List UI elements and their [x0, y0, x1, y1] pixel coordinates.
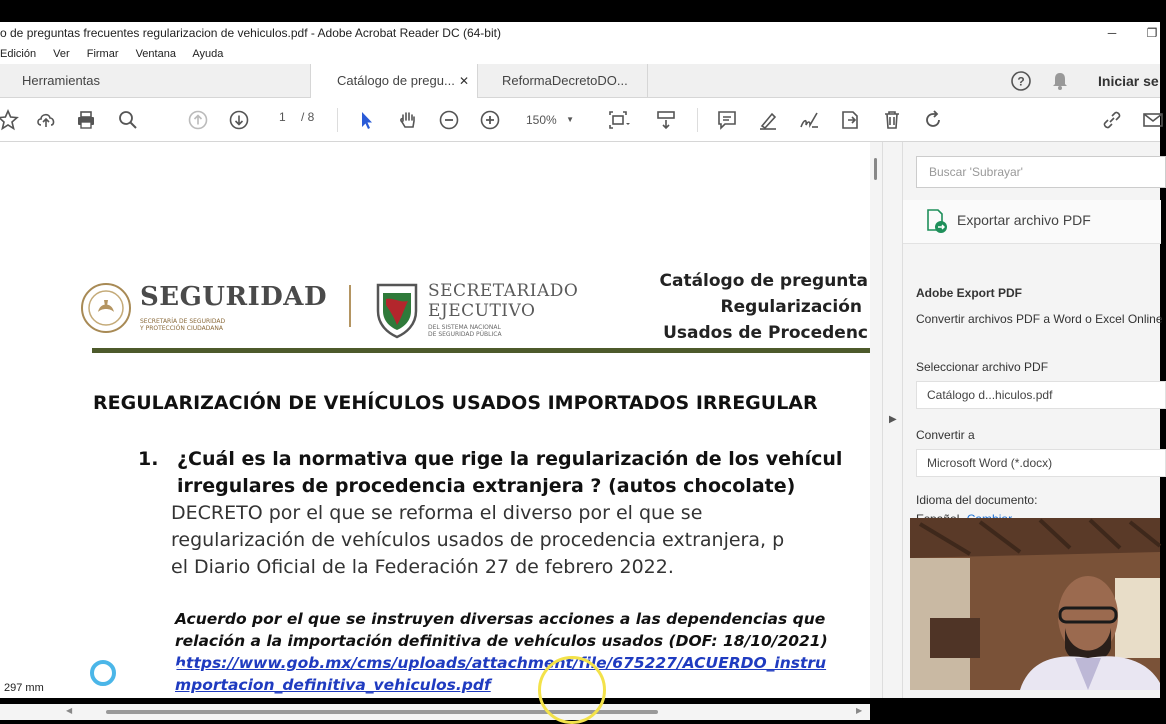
fit-page-icon[interactable]	[604, 106, 632, 134]
screencast-watermark	[0, 640, 42, 651]
collapse-pane-handle[interactable]	[882, 142, 902, 698]
screencast-logo	[0, 660, 187, 686]
menu-ayuda[interactable]: Ayuda	[192, 48, 224, 60]
page-number-input[interactable]: 1	[279, 110, 286, 124]
watermark-line-3: MATIC	[126, 661, 187, 682]
tab-catalogo-label: Catálogo de pregu...	[337, 73, 455, 88]
header-rule	[92, 348, 870, 353]
cursor-highlight	[538, 656, 606, 724]
tab-bar	[0, 64, 1160, 98]
next-page-icon[interactable]	[225, 106, 253, 134]
webcam-video	[910, 518, 1160, 690]
main-toolbar	[0, 98, 1160, 142]
vertical-scroll-thumb[interactable]	[874, 158, 877, 180]
export-pdf-label: Exportar archivo PDF	[957, 212, 1091, 228]
minimize-icon[interactable]: ─	[1107, 26, 1117, 40]
secretariado-logo-text	[428, 281, 578, 321]
language-label: Idioma del documento:	[916, 493, 1038, 507]
toolbar-divider	[697, 108, 698, 132]
maximize-icon[interactable]: ❐	[1146, 26, 1158, 40]
answer-line-2: regularización de vehículos usados de procedencia extranjera, p	[171, 529, 785, 551]
horizontal-scrollbar[interactable]	[0, 704, 870, 720]
trash-icon[interactable]	[878, 106, 906, 134]
menu-firmar[interactable]: Firmar	[86, 48, 119, 60]
header-line-1: Catálogo de pregunta	[659, 271, 868, 291]
menu-bar	[0, 44, 1160, 64]
acuerdo-paragraph	[175, 608, 828, 696]
format-dropdown[interactable]: Microsoft Word (*.docx)	[916, 449, 1166, 477]
bell-icon[interactable]	[1050, 64, 1070, 98]
scroll-left-icon[interactable]: ◀	[66, 706, 73, 715]
acuerdo-line-2: relación a la importación definitiva de vehículos usados (DOF: 18/10/2021)	[175, 632, 828, 650]
secretariado-sub-line-1: DEL SISTEMA NACIONAL	[428, 324, 501, 331]
sign-in-link[interactable]: Iniciar se	[1098, 73, 1159, 89]
rotate-icon[interactable]	[919, 106, 947, 134]
convert-description: Convertir archivos PDF a Word o Excel Online	[916, 312, 1163, 326]
tab-reforma-decreto[interactable]: ReformaDecretoDO...	[478, 64, 648, 98]
logo-divider	[349, 285, 351, 327]
watermark-line-1: ED WITH	[0, 640, 43, 651]
selected-file-dropdown[interactable]: Catálogo d...hiculos.pdf	[916, 381, 1166, 409]
hand-tool-icon[interactable]	[394, 106, 422, 134]
seguridad-logo-subtitle	[140, 318, 225, 332]
menu-edicion[interactable]: Edición	[0, 48, 37, 60]
comment-icon[interactable]	[713, 106, 741, 134]
menu-ver[interactable]: Ver	[53, 48, 70, 60]
help-icon[interactable]	[1010, 64, 1032, 98]
select-file-label: Seleccionar archivo PDF	[916, 360, 1049, 374]
header-line-2: Regularización	[720, 297, 862, 317]
question-number: 1.	[138, 448, 159, 470]
link-icon[interactable]	[1098, 106, 1126, 134]
mexico-seal-icon	[80, 282, 132, 334]
title-bar	[0, 22, 1160, 44]
chevron-right-icon: ▶	[889, 414, 897, 425]
highlight-pen-icon[interactable]	[754, 106, 782, 134]
watermark-line-2: ENCAST	[0, 661, 81, 682]
secretariado-line-1: SECRETARIADO	[428, 281, 579, 301]
page-total: / 8	[301, 110, 315, 124]
acuerdo-link-line-2[interactable]: mportacion_definitiva_vehiculos.pdf	[175, 676, 491, 694]
star-icon[interactable]	[0, 106, 22, 134]
section-heading: REGULARIZACIÓN DE VEHÍCULOS USADOS IMPORTADOS IRREGULAR	[93, 392, 818, 414]
pdf-page	[0, 142, 870, 698]
share-edit-icon[interactable]	[836, 106, 864, 134]
screencast-circle-icon	[90, 660, 116, 686]
tools-search-input[interactable]: Buscar 'Subrayar'	[916, 156, 1166, 188]
menu-ventana[interactable]: Ventana	[135, 48, 176, 60]
toolbar-divider	[337, 108, 338, 132]
print-icon[interactable]	[72, 106, 100, 134]
document-header-title	[660, 268, 869, 346]
answer-paragraph	[171, 500, 784, 581]
select-cursor-icon[interactable]	[353, 106, 381, 134]
scroll-right-icon[interactable]: ▶	[856, 706, 863, 715]
page-size-readout: 297 mm	[4, 682, 44, 694]
webcam-overlay	[910, 518, 1160, 690]
mail-icon[interactable]	[1138, 106, 1166, 134]
header-line-3: Usados de Procedenc	[663, 323, 868, 343]
prev-page-icon[interactable]	[184, 106, 212, 134]
secretariado-logo-subtitle	[428, 324, 502, 338]
tab-herramientas[interactable]: Herramientas	[22, 73, 101, 88]
answer-line-3: el Diario Oficial de la Federación 27 de febrero 2022.	[171, 556, 674, 578]
zoom-in-icon[interactable]	[476, 106, 504, 134]
window-title: o de preguntas frecuentes regularizacion de vehiculos.pdf - Adobe Acrobat Reader DC (64-bit)	[0, 26, 501, 40]
seguridad-sub-line-1: SECRETARÍA DE SEGURIDAD	[140, 318, 226, 325]
chevron-down-icon: ▼	[566, 115, 574, 124]
export-pdf-header[interactable]	[903, 200, 1161, 244]
secretariado-sub-line-2: DE SEGURIDAD PÚBLICA	[428, 331, 502, 338]
close-icon[interactable]: ✕	[458, 74, 469, 88]
secretariado-shield-icon	[374, 281, 420, 339]
document-view[interactable]	[0, 142, 870, 698]
upload-icon[interactable]	[32, 106, 60, 134]
sign-icon[interactable]	[795, 106, 823, 134]
scroll-mode-icon[interactable]	[652, 106, 680, 134]
seguridad-logo-text: SEGURIDAD	[140, 282, 328, 312]
svg-text:?: ?	[1017, 74, 1025, 89]
adobe-export-title: Adobe Export PDF	[916, 286, 1023, 300]
vertical-scrollbar[interactable]	[870, 142, 882, 698]
acuerdo-line-1: Acuerdo por el que se instruyen diversas acciones a las dependencias que	[175, 610, 826, 628]
convert-to-label: Convertir a	[916, 428, 975, 442]
zoom-search-icon[interactable]	[114, 106, 142, 134]
answer-line-1: DECRETO por el que se reforma el diverso por el que se	[171, 502, 703, 524]
question-text	[177, 446, 842, 500]
secretariado-line-2: EJECUTIVO	[428, 301, 536, 321]
zoom-value: 150%	[526, 113, 557, 127]
question-line-1: ¿Cuál es la normativa que rige la regularización de los vehícul	[177, 448, 843, 470]
acuerdo-link-line-1[interactable]: https://www.gob.mx/cms/uploads/attachment/file/675227/ACUERDO_instru	[175, 654, 827, 672]
zoom-out-icon[interactable]	[435, 106, 463, 134]
zoom-dropdown[interactable]	[518, 110, 582, 130]
seguridad-sub-line-2: Y PROTECCIÓN CIUDADANA	[140, 325, 223, 332]
tab-catalogo[interactable]	[310, 64, 478, 98]
question-line-2: irregulares de procedencia extranjera ? (autos chocolate)	[177, 475, 796, 497]
export-pdf-icon	[925, 208, 949, 234]
